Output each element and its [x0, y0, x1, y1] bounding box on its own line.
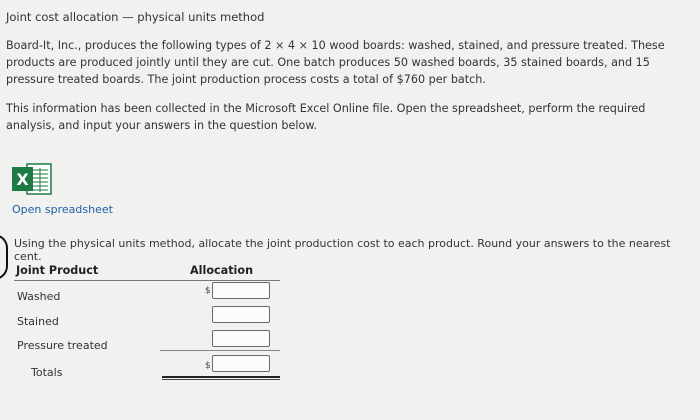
instructions-text: This information has been collected in the Microsoft Excel Online file. Open the spreadsheet, perform the required analysis, and input your answers in the question below. — [6, 102, 646, 132]
row-label-washed: Washed — [17, 290, 61, 303]
open-spreadsheet-link[interactable]: Open spreadsheet — [12, 203, 113, 216]
excel-icon-letter: X — [16, 170, 29, 189]
washed-allocation-input[interactable] — [212, 282, 270, 299]
row-label-stained: Stained — [17, 315, 59, 328]
pressure-treated-allocation-input[interactable] — [212, 330, 270, 347]
currency-symbol: $ — [205, 286, 211, 296]
subtotal-divider — [160, 350, 280, 351]
currency-symbol-totals: $ — [205, 361, 211, 371]
row-label-pressure-treated: Pressure treated — [17, 339, 108, 352]
row-label-totals: Totals — [31, 366, 63, 379]
excel-icon[interactable] — [11, 162, 53, 196]
question-bracket — [0, 234, 8, 280]
question-prompt: Using the physical units method, allocate the joint production cost to each product. Round your answers to the nearest cent. — [14, 237, 671, 263]
stained-allocation-input[interactable] — [212, 306, 270, 323]
page-title: Joint cost allocation — physical units method — [6, 10, 265, 24]
problem-description: Board-It, Inc., produces the following types of 2 × 4 × 10 wood boards: washed, stained, and pressure treated. These products are produced jointly until they are cut. One batch produces 50 washed boards, 35 stained boards, and 15 pressure treated boards. The joint production process costs a total of $760 per batch. — [6, 39, 665, 86]
total-double-underline — [162, 376, 280, 378]
joint-product-header: Joint Product — [16, 264, 99, 277]
header-divider — [14, 280, 280, 281]
total-double-underline-lower — [162, 379, 280, 380]
total-allocation-input[interactable] — [212, 355, 270, 372]
allocation-header: Allocation — [190, 264, 254, 277]
